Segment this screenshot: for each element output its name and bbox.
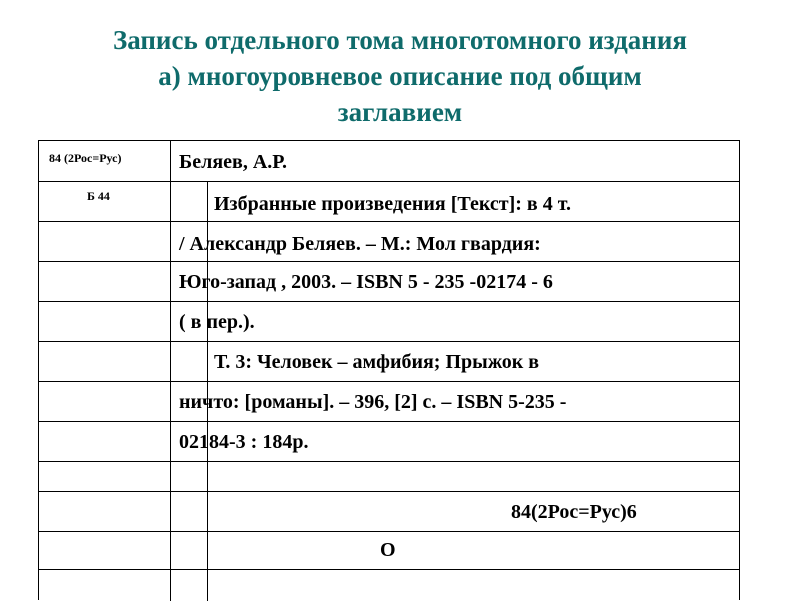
rule-line [39,461,739,462]
author-mark: Б 44 [87,189,110,203]
rule-line [39,569,739,570]
column-divider-1 [170,141,171,601]
rule-line [39,261,739,262]
rule-line [39,341,739,342]
publication-line: / Александр Беляев. – М.: Мол гвардия: [179,233,541,255]
entry-heading: Беляев, А.Р. [179,151,287,173]
classification-index: 84 (2Рос=Рус) [49,151,122,165]
rule-line [39,181,739,182]
volume-price: 02184-3 : 184р. [179,431,309,453]
volume-details: ничто: [романы]. – 396, [2] с. – ISBN 5-235 - [179,391,567,413]
volume-title: Т. 3: Человек – амфибия; Прыжок в [214,351,540,373]
title-line-1: Запись отдельного тома многотомного издания [112,25,688,55]
binding-note: ( в пер.). [179,311,255,333]
slide-title [40,22,760,130]
footer-class-index: 84(2Рос=Рус)6 [511,501,637,523]
rule-line [39,381,739,382]
rule-line [39,221,739,222]
rule-line [39,301,739,302]
rule-line [39,531,739,532]
title-info: Избранные произведения [Текст]: в 4 т. [214,193,572,215]
title-line-2: а) многоуровневое описание под общим [158,61,642,91]
catalog-card [38,140,740,600]
title-line-3: заглавием [337,97,463,127]
rule-line [39,491,739,492]
rule-line [39,421,739,422]
footer-author-mark: О [380,539,396,561]
publication-line: Юго-запад , 2003. – ISBN 5 - 235 -02174 - 6 [179,271,553,293]
